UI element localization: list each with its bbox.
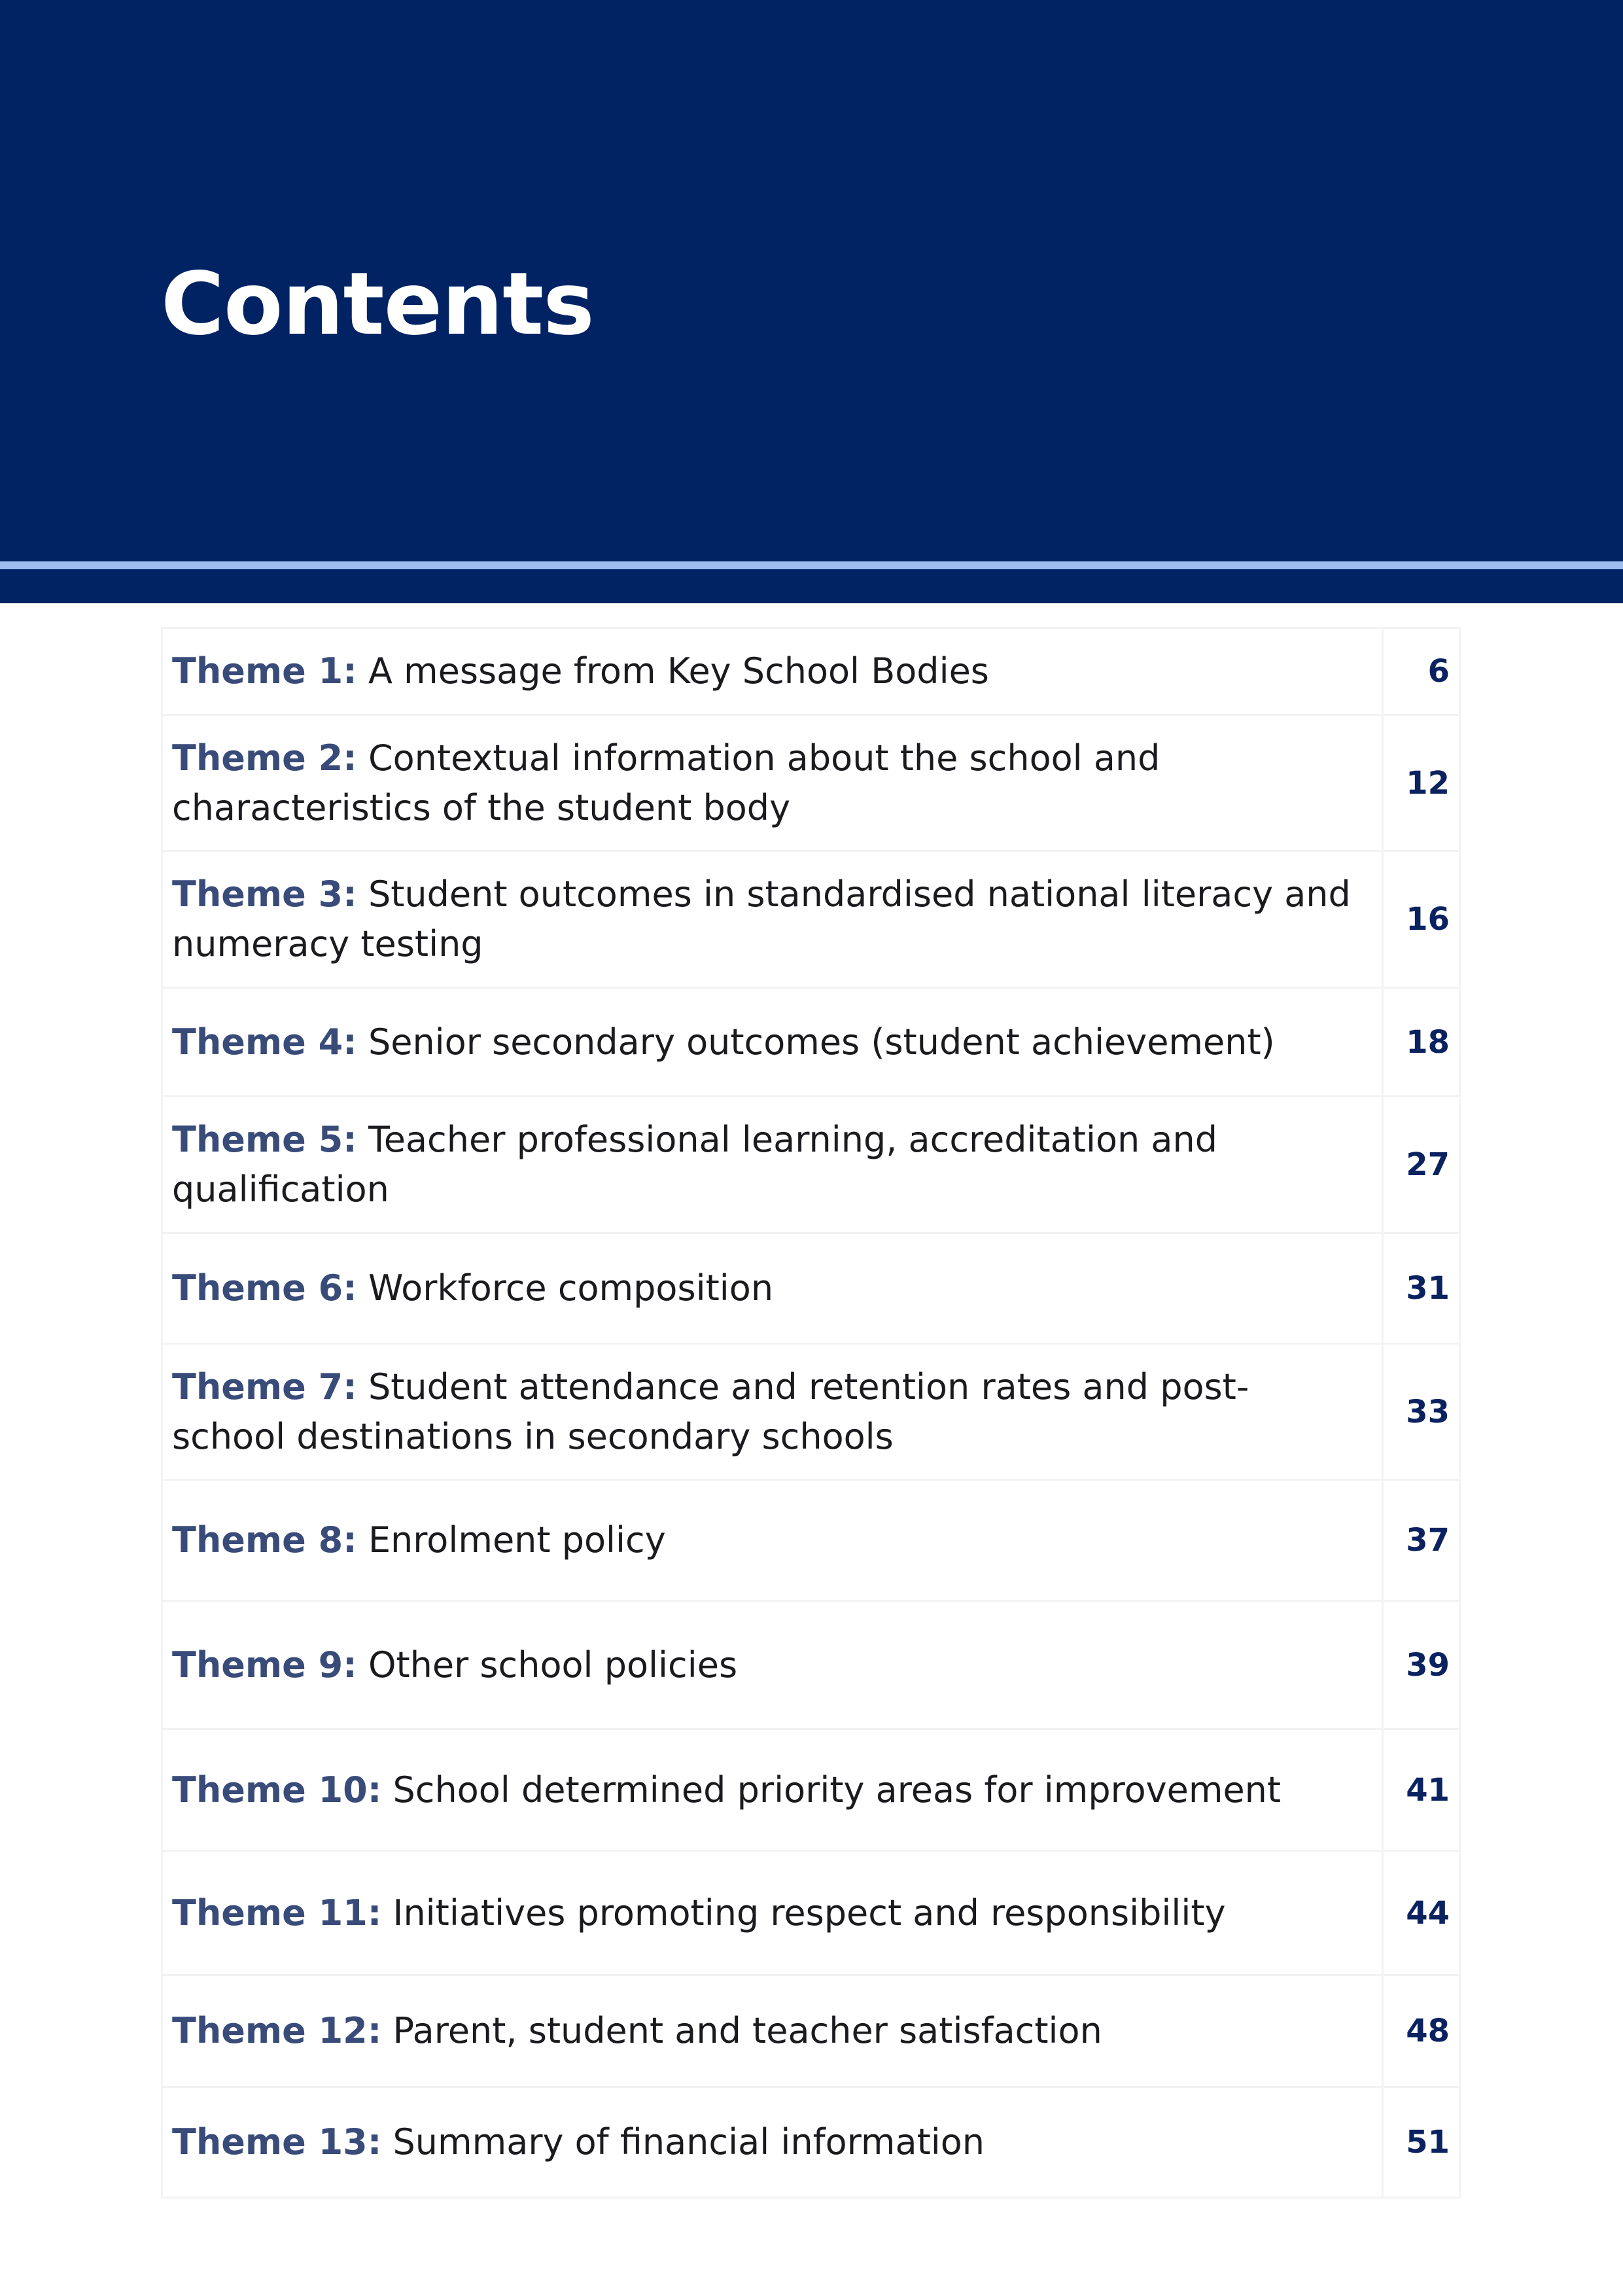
toc-entry-text [172,2006,1102,2056]
toc-entry-text [172,870,1355,969]
toc-theme-title: Initiatives promoting respect and responsibility [393,1892,1226,1934]
toc-page-number: 41 [1406,1771,1450,1809]
toc-theme-label: Theme 10: [172,1769,382,1810]
toc-page-number: 12 [1406,764,1450,802]
toc-theme-title: Teacher professional learning, accreditation and qualification [172,1119,1217,1210]
toc-row-theme-2[interactable] [163,716,1461,852]
toc-row-theme-13[interactable] [163,2088,1461,2199]
toc-theme-label: Theme 12: [172,2010,382,2051]
toc-title-cell [163,1345,1384,1479]
toc-page-cell [1384,1852,1461,1974]
toc-title-cell [163,1602,1384,1728]
toc-entry-text [172,1515,666,1565]
toc-row-theme-11[interactable] [163,1852,1461,1976]
toc-page-number: 33 [1406,1393,1450,1430]
toc-theme-title: Parent, student and teacher satisfaction [393,2010,1102,2051]
toc-page-cell [1384,1481,1461,1600]
toc-page-cell [1384,852,1461,987]
toc-title-cell [163,1976,1384,2086]
toc-title-cell [163,716,1384,850]
header-stripe [0,561,1623,569]
toc-title-cell [163,2088,1384,2197]
toc-page-number: 18 [1406,1023,1450,1061]
toc-title-cell [163,1234,1384,1343]
toc-theme-title: Contextual information about the school and characteristics of the student body [172,737,1161,828]
toc-page-number: 16 [1406,901,1450,938]
toc-title-cell [163,1852,1384,1974]
toc-page-number: 31 [1406,1270,1450,1307]
toc-title-cell [163,629,1384,714]
toc-theme-title: School determined priority areas for improvement [393,1769,1282,1810]
toc-page-cell [1384,1097,1461,1232]
page-title: Contents [161,254,594,355]
toc-row-theme-12[interactable] [163,1976,1461,2088]
toc-page-cell [1384,1730,1461,1850]
toc-page-number: 51 [1406,2124,1450,2161]
header-banner [0,0,1623,603]
toc-page-cell [1384,1345,1461,1479]
toc-entry-text [172,733,1355,833]
toc-title-cell [163,1730,1384,1850]
toc-page-cell [1384,1602,1461,1728]
toc-entry-text [172,1765,1281,1815]
toc-theme-title: Workforce composition [368,1267,774,1309]
toc-theme-label: Theme 9: [172,1644,357,1686]
toc-page-cell [1384,1976,1461,2086]
toc-entry-text [172,1115,1355,1214]
toc-row-theme-7[interactable] [163,1345,1461,1481]
toc-entry-text [172,1362,1355,1462]
toc-page-cell [1384,716,1461,850]
toc-row-theme-4[interactable] [163,989,1461,1097]
toc-page-number: 37 [1406,1522,1450,1559]
toc-theme-label: Theme 6: [172,1267,357,1309]
toc-page-number: 27 [1406,1146,1450,1183]
toc-theme-title: Summary of financial information [393,2121,985,2163]
toc-entry-text [172,1888,1226,1938]
toc-theme-label: Theme 11: [172,1892,382,1934]
toc-row-theme-8[interactable] [163,1481,1461,1602]
toc-theme-title: Student attendance and retention rates and post-school destinations in secondary schools [172,1366,1249,1457]
toc-page-number: 48 [1406,2013,1450,2049]
toc-entry-text [172,1263,773,1313]
toc-theme-title: Other school policies [368,1644,738,1686]
toc-theme-label: Theme 5: [172,1119,357,1160]
toc-row-theme-6[interactable] [163,1234,1461,1345]
toc-theme-label: Theme 2: [172,737,357,779]
toc-row-theme-5[interactable] [163,1097,1461,1234]
table-of-contents [161,627,1461,2199]
toc-theme-label: Theme 1: [172,650,357,692]
toc-row-theme-3[interactable] [163,852,1461,989]
toc-row-theme-9[interactable] [163,1602,1461,1730]
toc-page-cell [1384,629,1461,714]
toc-page-number: 44 [1406,1894,1450,1932]
toc-theme-label: Theme 13: [172,2121,382,2163]
toc-title-cell [163,989,1384,1095]
toc-row-theme-10[interactable] [163,1730,1461,1852]
toc-theme-label: Theme 7: [172,1366,357,1407]
toc-entry-text [172,1017,1275,1067]
toc-page-cell [1384,2088,1461,2197]
toc-row-theme-1[interactable] [163,629,1461,716]
toc-title-cell [163,1097,1384,1232]
toc-theme-title: A message from Key School Bodies [368,650,989,692]
toc-theme-label: Theme 4: [172,1021,357,1063]
toc-theme-title: Senior secondary outcomes (student achievement) [368,1021,1275,1063]
toc-theme-label: Theme 8: [172,1519,357,1561]
toc-entry-text [172,1640,737,1690]
toc-entry-text [172,646,989,696]
toc-title-cell [163,1481,1384,1600]
toc-page-cell [1384,989,1461,1095]
toc-entry-text [172,2117,985,2167]
toc-title-cell [163,852,1384,987]
toc-page-number: 6 [1427,653,1450,690]
toc-page-number: 39 [1406,1646,1450,1684]
toc-page-cell [1384,1234,1461,1343]
toc-theme-label: Theme 3: [172,874,357,915]
toc-theme-title: Student outcomes in standardised national literacy and numeracy testing [172,874,1351,964]
toc-theme-title: Enrolment policy [368,1519,666,1561]
